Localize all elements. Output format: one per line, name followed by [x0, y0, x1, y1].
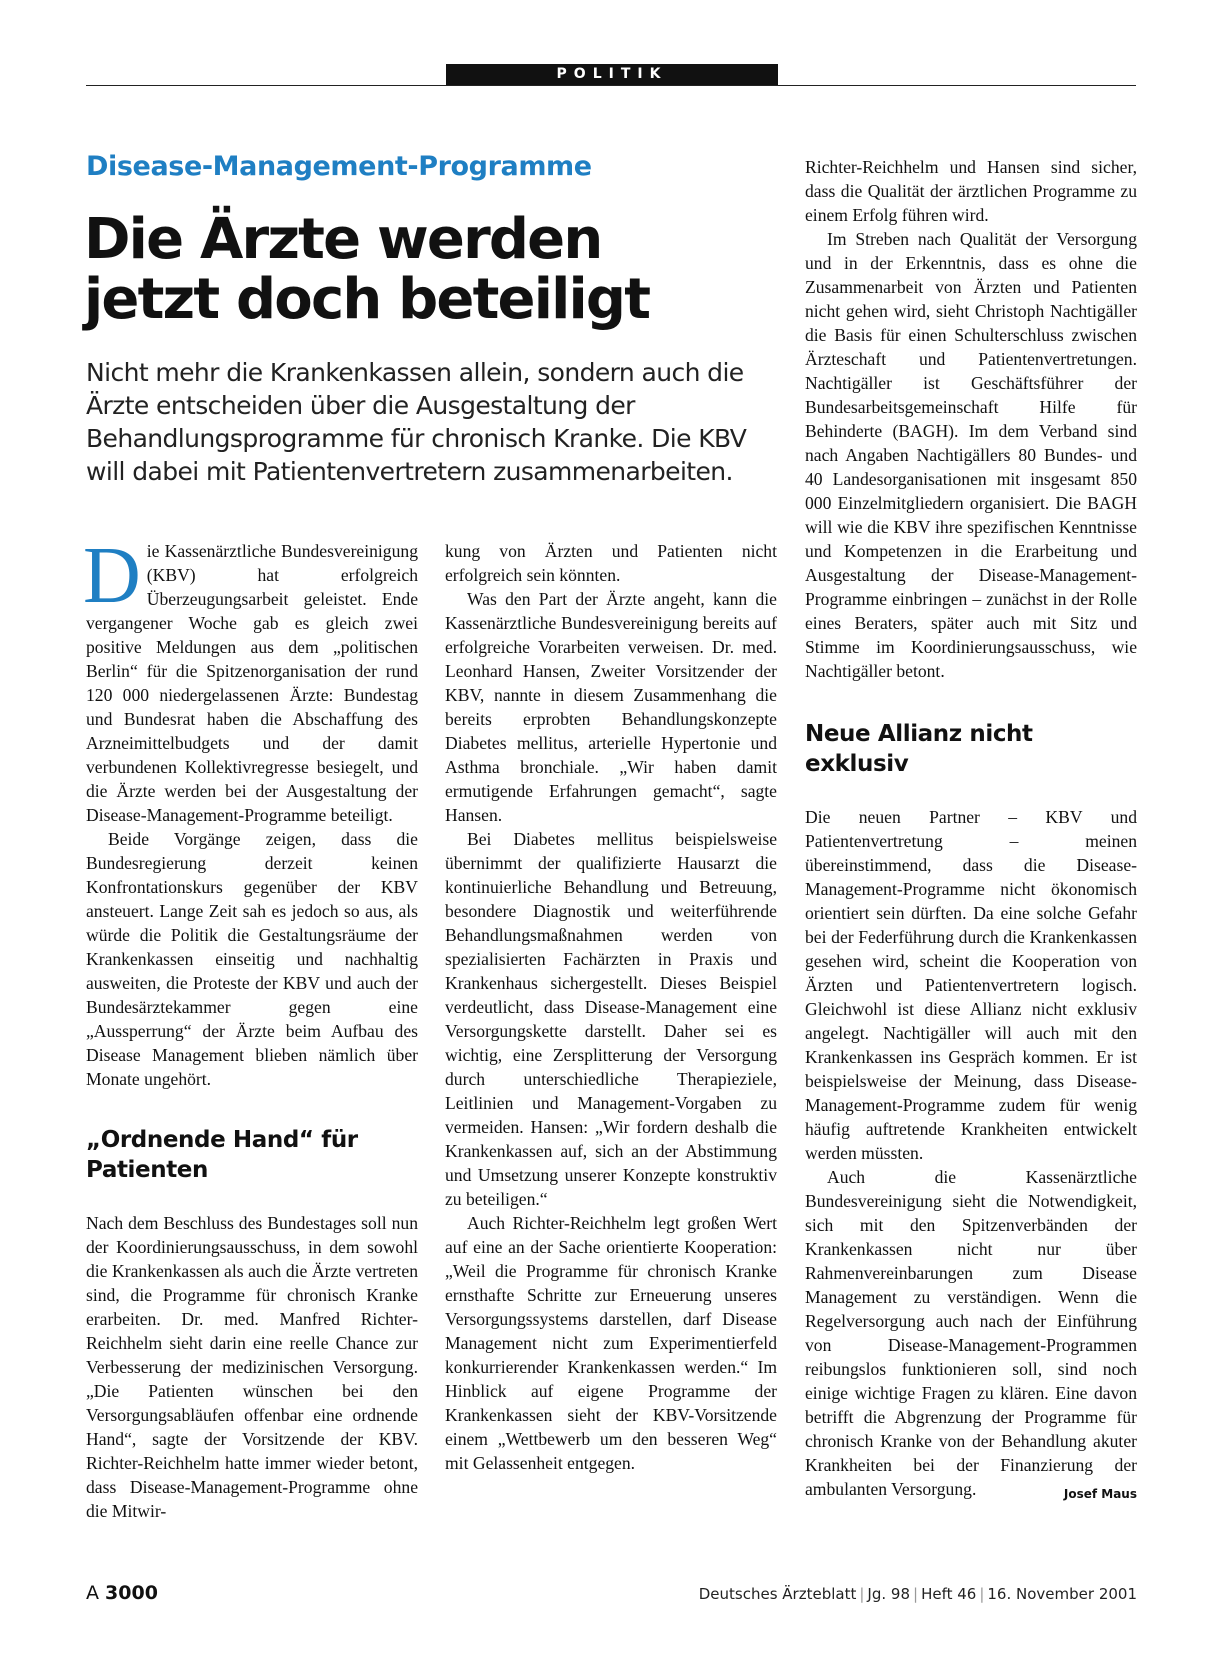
page-number-value: 3000	[105, 1582, 158, 1604]
section-label: POLITIK	[446, 64, 778, 85]
paragraph: Beide Vorgänge zeigen, dass die Bundesregierung derzeit keinen Konfrontationskurs gegenüber der KBV ansteuert. Lange Zeit sah es jedoch so aus, als würde die Politik die Gestaltungsräume der Krankenkassen einseitig und nachhaltig ausweiten, die Proteste der KBV und auch der Bundesärztekammer gegen eine „Aussperrung“ der Ärzte beim Aufbau des Disease Management blieben nämlich über Monate ungehört.	[86, 829, 418, 1089]
journal-date: 16. November 2001	[987, 1585, 1137, 1603]
article-column-2	[445, 539, 777, 1475]
author-byline: Josef Maus	[1063, 1487, 1137, 1501]
paragraph-text: ie Kassenärztliche Bundesvereinigung (KBV) hat erfolgreich Überzeugungsarbeit geleistet. Ende vergangener Woche gab es gleich zwei positive Meldungen aus dem „politischen Berlin“ für die Spitzenorganisation der rund 120 000 niedergelassenen Ärzte: Bundestag und Bundesrat haben die Abschaffung des Arzneimittelbudgets und der damit verbundenen Kollektivregresse besiegelt, und die Ärzte werden bei der Ausgestaltung der Disease-Management-Programme beteiligt.	[86, 541, 418, 825]
paragraph: Richter-Reichhelm und Hansen sind sicher, dass die Qualität der ärztlichen Programme zu einem Erfolg führen wird.	[805, 157, 1137, 225]
article-column-1	[83, 532, 418, 1523]
page-prefix: A	[86, 1582, 99, 1604]
paragraph: Die neuen Partner – KBV und Patientenvertretung – meinen übereinstimmend, dass die Disease-Management-Programme nicht ökonomisch orientiert sein dürften. Da eine solche Gefahr bei der Federführung durch die Krankenkassen gesehen wird, scheint die Kooperation von Ärzten und Patientenvertretern logisch. Gleichwohl ist diese Allianz nicht exklusiv angelegt. Nachtigäller will auch mit den Krankenkassen ins Gespräch kommen. Er ist beispielsweise der Meinung, dass Disease-Management-Programme zudem für wenig häufig auftretende Krankheiten entwickelt werden müssten.	[805, 807, 1137, 1163]
dropcap: D	[83, 532, 141, 620]
subheading: Neue Allianz nicht exklusiv	[805, 721, 1033, 777]
journal-name: Deutsches Ärzteblatt	[698, 1585, 857, 1603]
paragraph: Was den Part der Ärzte angeht, kann die Kassenärztliche Bundesvereinigung bereits auf erfolgreiche Vorarbeiten verweisen. Dr. med. Leonhard Hansen, Zweiter Vorsitzender der KBV, nannte in diesem Zusammenhang die bereits erprobten Behandlungskonzepte Diabetes mellitus, arterielle Hypertonie und Asthma bronchiale. „Wir haben damit ermutigende Erfahrungen gemacht“, sagte Hansen.	[445, 589, 777, 825]
journal-issue: Heft 46	[921, 1585, 977, 1603]
paragraph: Im Streben nach Qualität der Versorgung und in der Erkenntnis, dass es ohne die Zusammenarbeit von Ärzten und Patienten nicht gehen wird, sieht Christoph Nachtigäller die Basis für einen Schulterschluss zwischen Ärzteschaft und Patientenvertretungen. Nachtigäller ist Geschäftsführer der Bundesarbeitsgemeinschaft Hilfe für Behinderte (BAGH). Im dem Verband sind nach Angaben Nachtigällers 80 Bundes- und 40 Landesorganisationen mit insgesamt 850 000 Einzelmitgliedern organisiert. Die BAGH will wie die KBV ihre spezifischen Kenntnisse und Kompetenzen in die Erarbeitung und Ausgestaltung der Disease-Management-Programme einbringen – zunächst in der Rolle eines Beraters, später auch mit Sitz und Stimme im Koordinierungsausschuss, wie Nachtigäller betont.	[805, 229, 1137, 681]
paragraph: Bei Diabetes mellitus beispielsweise übernimmt der qualifizierte Hausarzt die kontinuierliche Behandlung und Betreuung, besondere Diagnostik und weiterführende Behandlungsmaßnahmen werden von spezialisierten Fachärzten in Praxis und Krankenhaus sichergestellt. Dieses Beispiel verdeutlicht, dass Disease-Management eine Versorgungskette darstellt. Daher sei es wichtig, eine Zersplitterung der Versorgung durch unterschiedliche Therapieziele, Leitlinien und Management-Vorgaben zu vermeiden. Hansen: „Wir fordern deshalb die Krankenkassen auf, sich an der Abstimmung und Umsetzung unserer Konzepte konstruktiv zu beteiligen.“	[445, 829, 777, 1209]
journal-volume: Jg. 98	[867, 1585, 910, 1603]
subheading: „Ordnende Hand“ für Patienten	[86, 1127, 358, 1183]
paragraph	[83, 532, 418, 827]
article-column-3	[805, 155, 1137, 1506]
paragraph: Nach dem Beschluss des Bundestages soll nun der Koordinierungsausschuss, in dem sowohl die Krankenkassen als auch die Ärzte vertreten sind, die Programme für chronisch Kranke erarbeiten. Dr. med. Manfred Richter-Reichhelm sieht darin eine reelle Chance zur Verbesserung der medizinischen Versorgung. „Die Patienten wünschen bei den Versorgungsabläufen offenbar eine ordnende Hand“, sagte der Vorsitzende der KBV. Richter-Reichhelm hatte immer wieder betont, dass Disease-Management-Programme ohne die Mitwir-	[86, 1213, 418, 1521]
journal-info: Deutsches Ärzteblatt | Jg. 98 | Heft 46 | 16. November 2001	[698, 1585, 1137, 1603]
paragraph-text: Auch die Kassenärztliche Bundesvereinigung sieht die Notwendigkeit, sich mit den Spitzenverbänden der Krankenkassen nicht nur über Rahmenvereinbarungen zum Disease Management zu verständigen. Wenn die Regelversorgung auch nach der Einführung von Disease-Management-Programmen reibungslos funktionieren soll, sind noch einige wichtige Fragen zu klären. Eine davon betrifft die Abgrenzung der Programme für chronisch Kranke von der Behandlung akuter Krankheiten bei der Finanzierung der ambulanten Versorgung.	[805, 1167, 1137, 1499]
header-rule	[86, 85, 1136, 86]
paragraph: kung von Ärzten und Patienten nicht erfolgreich sein könnten.	[445, 541, 777, 585]
article-headline: Die Ärzte werden jetzt doch beteiligt	[84, 207, 650, 332]
paragraph	[805, 1165, 1137, 1501]
paragraph: Auch Richter-Reichhelm legt großen Wert auf eine an der Sache orientierte Kooperation: „Weil die Programme für chronisch Kranke ernsthafte Schritte zur Erneuerung unseres Versorgungssystems darstellen, darf Disease Management nicht zum Experimentierfeld konkurrierender Krankenkassen werden.“ Im Hinblick auf eigene Programme der Krankenkassen sieht der KBV-Vorsitzende einem „Wettbewerb um den besseren Weg“ mit Gelassenheit entgegen.	[445, 1213, 777, 1473]
page-number	[86, 1582, 158, 1604]
article-lede: Nicht mehr die Krankenkassen allein, sondern auch die Ärzte entscheiden über die Ausgestaltung der Behandlungsprogramme für chronisch Kranke. Die KBV will dabei mit Patientenvertretern zusammenarbeiten.	[86, 358, 747, 486]
article-kicker: Disease-Management-Programme	[86, 151, 592, 182]
